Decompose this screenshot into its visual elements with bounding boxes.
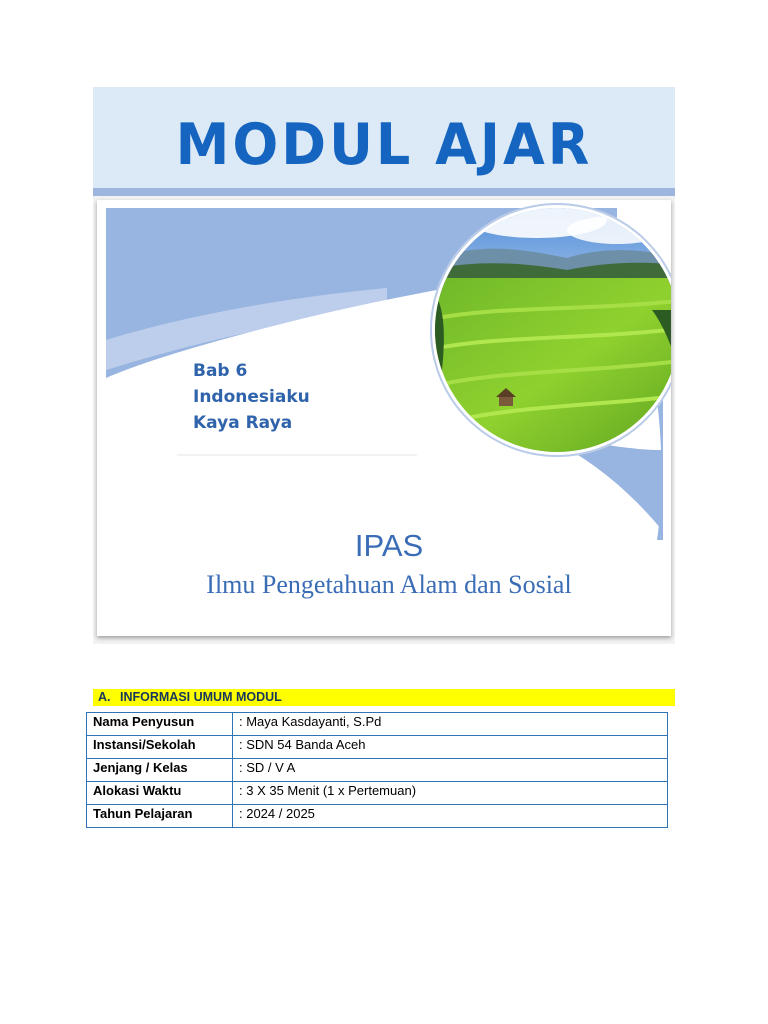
table-cell-label: Nama Penyusun [87, 713, 233, 736]
section-title: INFORMASI UMUM MODUL [120, 690, 282, 704]
table-row [87, 759, 668, 782]
table-cell-value: : SD / V A [233, 759, 668, 782]
title-band [93, 87, 675, 188]
section-number: A. [98, 690, 111, 704]
chapter-title-line2: Kaya Raya [193, 413, 293, 433]
table-row [87, 713, 668, 736]
chapter-title-line1: Indonesiaku [193, 387, 310, 407]
table-cell-value: : 2024 / 2025 [233, 805, 668, 828]
table-row [87, 805, 668, 828]
title-divider [93, 188, 675, 196]
table-cell-value: : SDN 54 Banda Aceh [233, 736, 668, 759]
table-cell-label: Alokasi Waktu [87, 782, 233, 805]
general-info-table [86, 712, 668, 828]
table-row [87, 782, 668, 805]
document-title: MODUL AJAR [175, 111, 593, 178]
table-row [87, 736, 668, 759]
section-heading-a [93, 689, 675, 706]
chapter-number: Bab 6 [193, 361, 248, 381]
subject-full-title: Ilmu Pengetahuan Alam dan Sosial [206, 570, 572, 599]
table-cell-value: : 3 X 35 Menit (1 x Pertemuan) [233, 782, 668, 805]
table-cell-value: : Maya Kasdayanti, S.Pd [233, 713, 668, 736]
cover-frame [93, 196, 675, 644]
table-cell-label: Jenjang / Kelas [87, 759, 233, 782]
cover-image [97, 200, 671, 636]
chapter-title-block [193, 358, 310, 436]
subject-title: IPAS [354, 528, 424, 563]
table-cell-label: Instansi/Sekolah [87, 736, 233, 759]
table-cell-label: Tahun Pelajaran [87, 805, 233, 828]
